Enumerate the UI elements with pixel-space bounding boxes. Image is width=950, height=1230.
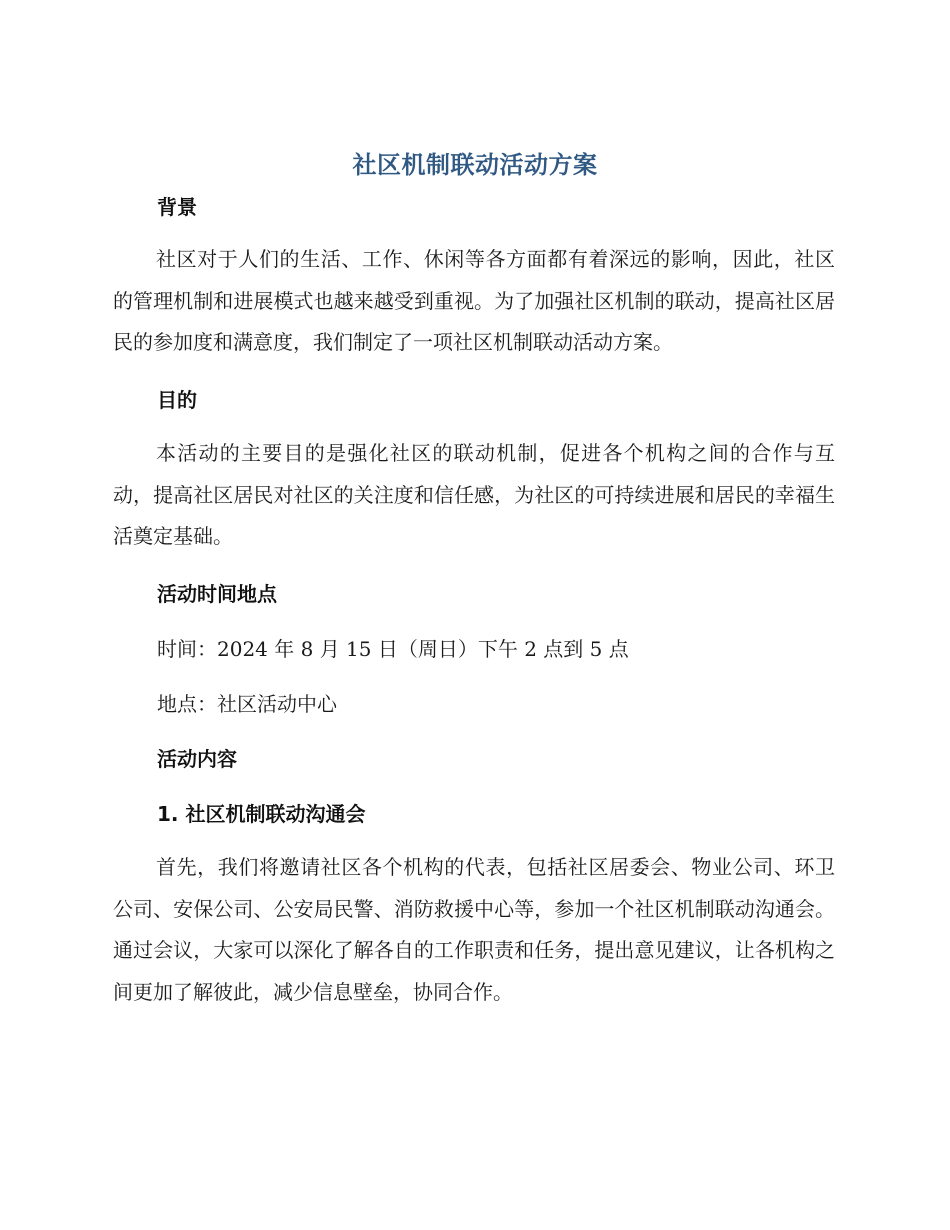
heading-time-place: 活动时间地点 — [157, 582, 277, 606]
document-title: 社区机制联动活动方案 — [352, 151, 598, 179]
heading-purpose: 目的 — [157, 388, 197, 412]
event-place: 地点：社区活动中心 — [157, 692, 337, 716]
heading-content: 活动内容 — [157, 747, 237, 771]
heading-background: 背景 — [157, 195, 197, 219]
event-time: 时间：2024 年 8 月 15 日（周日）下午 2 点到 5 点 — [157, 637, 629, 661]
paragraph-background: 社区对于人们的生活、工作、休闲等各方面都有着深远的影响，因此，社区的管理机制和进展模式也越来越受到重视。为了加强社区机制的联动，提高社区居民的参加度和满意度，我们制定了一项社区机制联动活动方案。 — [113, 247, 835, 354]
subheading-item1: 1. 社区机制联动沟通会 — [157, 802, 366, 826]
paragraph-item1: 首先，我们将邀请社区各个机构的代表，包括社区居委会、物业公司、环卫公司、安保公司、公安局民警、消防救援中心等，参加一个社区机制联动沟通会。通过会议，大家可以深化了解各自的工作职责和任务，提出意见建议，让各机构之间更加了解彼此，减少信息壁垒，协同合作。 — [113, 855, 835, 1004]
paragraph-purpose: 本活动的主要目的是强化社区的联动机制，促进各个机构之间的合作与互动，提高社区居民对社区的关注度和信任感，为社区的可持续进展和居民的幸福生活奠定基础。 — [113, 441, 835, 548]
